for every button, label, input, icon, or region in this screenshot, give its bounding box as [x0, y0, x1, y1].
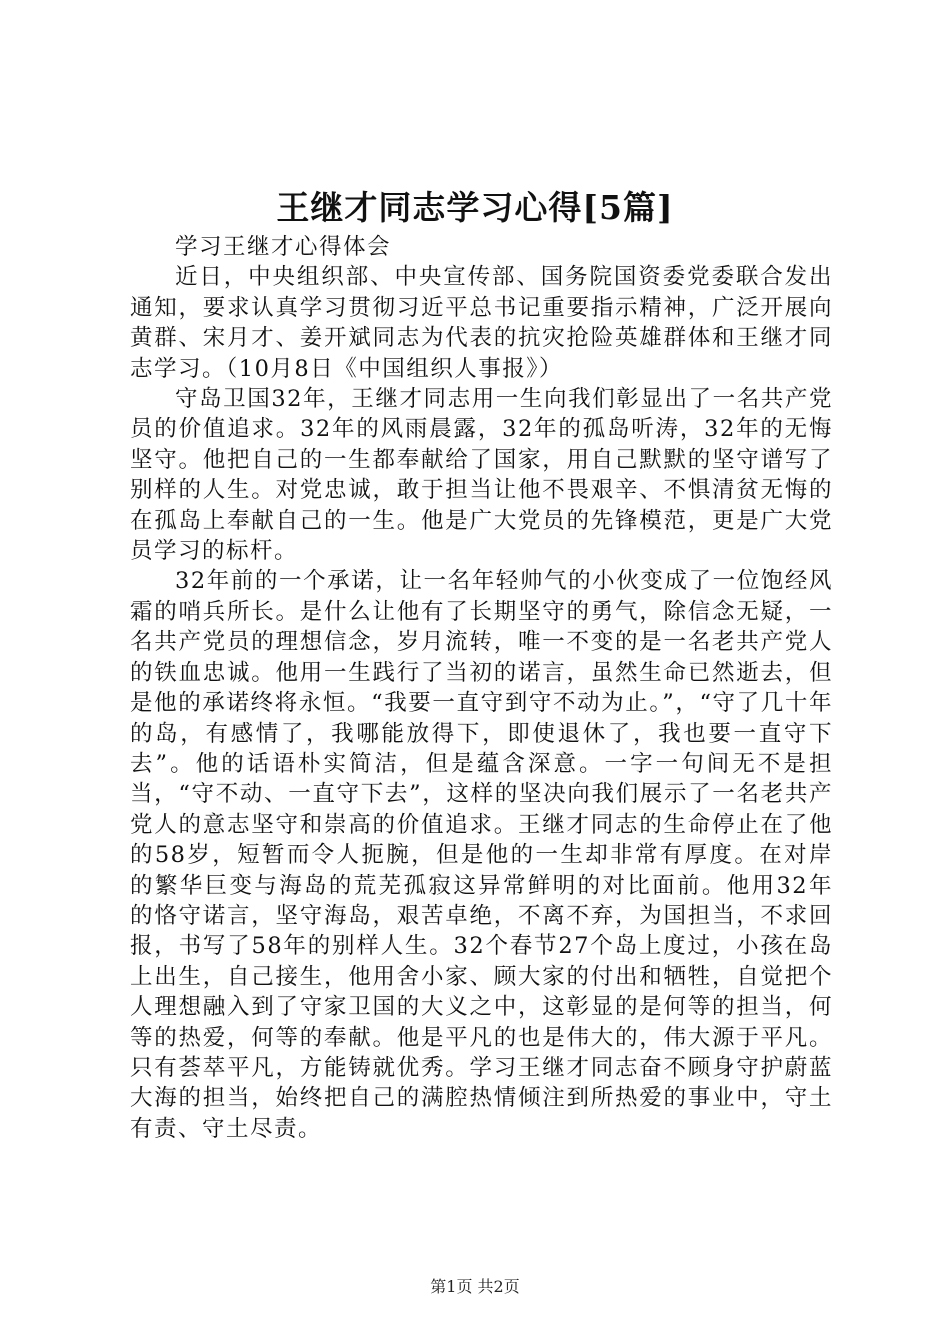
paragraph: 32年前的一个承诺，让一名年轻帅气的小伙变成了一位饱经风霜的哨兵所长。是什么让他有了长期坚守的勇气，除信念无疑，一名共产党员的理想信念，岁月流转，唯一不变的是一名老共产党人的铁血忠诚。他用一生践行了当初的诺言，虽然生命已然逝去，但是他的承诺终将永恒。“我要一直守到守不动为止。”，“守了几十年的岛，有感情了，我哪能放得下，即使退休了，我也要一直守下去”。他的话语朴实简洁，但是蕴含深意。一字一句间无不是担当，“守不动、一直守下去”，这样的坚决向我们展示了一名老共产党人的意志坚守和崇高的价值追求。王继才同志的生命停止在了他的58岁，短暂而令人扼腕，但是他的一生却非常有厚度。在对岸的繁华巨变与海岛的荒芜孤寂这异常鲜明的对比面前。他用32年的恪守诺言，坚守海岛，艰苦卓绝，不离不弃，为国担当，不求回报，书写了58年的别样人生。32个春节27个岛上度过，小孩在岛上出生，自己接生，他用舍小家、顾大家的付出和牺牲，自觉把个人理想融入到了守家卫国的大义之中，这彰显的是何等的担当，何等的热爱，何等的奉献。他是平凡的也是伟大的，伟大源于平凡。只有荟萃平凡，方能铸就优秀。学习王继才同志奋不顾身守护蔚蓝大海的担当，始终把自己的满腔热情倾注到所热爱的事业中，守土有责、守土尽责。 — [130, 568, 833, 1142]
page-title: 王继才同志学习心得[5篇] — [276, 188, 674, 227]
document-body — [130, 232, 833, 1144]
paragraph: 守岛卫国32年，王继才同志用一生向我们彰显出了一名共产党员的价值追求。32年的风雨晨露，32年的孤岛听涛，32年的无悔坚守。他把自己的一生都奉献给了国家，用自己默默的坚守谱写了别样的人生。对党忠诚，敢于担当让他不畏艰辛、不惧清贫无悔的在孤岛上奉献自己的一生。他是广大党员的先锋模范，更是广大党员学习的标杆。 — [130, 386, 833, 565]
paragraph: 近日，中央组织部、中央宣传部、国务院国资委党委联合发出通知，要求认真学习贯彻习近平总书记重要指示精神，广泛开展向黄群、宋月才、姜开斌同志为代表的抗灾抢险英雄群体和王继才同志学习。（10月8日《中国组织人事报》） — [130, 264, 833, 382]
paragraph-subtitle: 学习王继才心得体会 — [175, 234, 392, 260]
page-number-footer: 第1页 共2页 — [430, 1277, 520, 1296]
